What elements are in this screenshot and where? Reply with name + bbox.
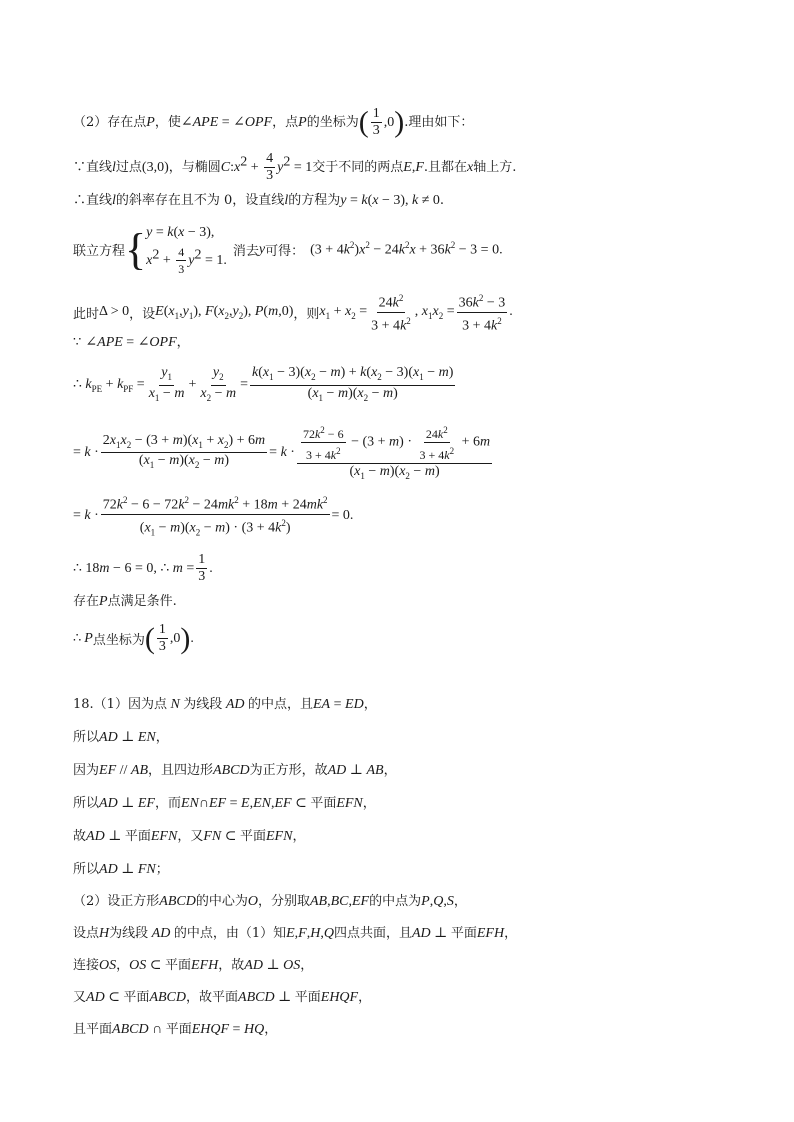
line-q18-4: 所以AD ⊥ EF，而EN∩EF = E,EN,EF ⊂ 平面EFN，	[73, 796, 376, 811]
line-part2-slope-sum: ∴ $k_{PE} + k_{PF}$ = $\frac{y_1}{x_1 - m}$ + $\frac{y_2}{x_2 - m}$ = $\frac{k(x_1 - 3)(x_2 - m) + k(x_2 - 3)(x_1 - m)}{(x_1 - m)(x_2 - m)}$	[73, 365, 454, 403]
line-q18-9: 连接OS，OS ⊂ 平面EFH，故AD ⊥ OS，	[73, 958, 314, 973]
line-q18-2: 所以AD ⊥ EN，	[73, 730, 169, 745]
line-q18-8: 设点H为线段 AD 的中点，由（1）知E,F,H,Q四点共面，且AD ⊥ 平面EFH，	[73, 926, 518, 941]
line-q18-5: 故AD ⊥ 平面EFN，又FN ⊂ 平面EFN，	[73, 829, 306, 844]
line-q18-1: 18.（1）因为点 N 为线段 AD 的中点，且EA = ED，	[73, 697, 377, 712]
line-part2-line-through: ∵直线l过点(3,0)，与椭圆$C:x^2$ + $\frac{4}{3}$ $y^2 = 1$交于不同的两点E,F.且都在x轴上方.	[73, 151, 517, 183]
line-part2-angles: ∵ ∠APE = ∠OPF，	[73, 335, 190, 350]
line-q18-7: （2）设正方形ABCD的中心为O，分别取AB,BC,EF的中点为P,Q,S，	[73, 894, 467, 909]
line-part2-claim: （2）存在点P，使∠APE = ∠OPF，点P的坐标为( $\frac{1}{3}$ ,0).理由如下：	[73, 105, 474, 139]
line-q18-3: 因为EF // AB，且四边形ABCD为正方形，故AD ⊥ AB，	[73, 763, 397, 778]
line-part2-expand: = k · $\frac{2x_1x_2 - (3 + m)(x_1 + x_2) + 6m}{(x_1 - m)(x_2 - m)}$ = k · $\frac{72k^2 - 6}{3 + 4k^2}$ − (3 + m) · $\frac{24k^2}{3 + 4k^2}$ + 6m $(x_1 - m)(x_2 - m)$	[73, 422, 494, 484]
line-q18-6: 所以AD ⊥ FN；	[73, 862, 169, 877]
line-part2-simplify: = k · $\frac{72k^2 - 6 - 72k^2 - 24mk^2 + 18m + 24mk^2}{(x_1 - m)(x_2 - m) \cdot (3 + 4k^2)}$ = 0.	[73, 492, 353, 540]
line-part2-conclusion: ∴ P 点坐标为 ( $\frac{1}{3}$ ,0 ) .	[73, 621, 194, 655]
line-q18-10: 又AD ⊂ 平面ABCD，故平面ABCD ⊥ 平面EHQF，	[73, 990, 372, 1005]
line-q18-11: 且平面ABCD ∩ 平面EHQF = HQ，	[73, 1022, 278, 1037]
line-part2-solve-m: ∴ 18m − 6 = 0, ∴ m = $\frac{1}{3}$ .	[73, 552, 213, 584]
line-part2-exists: 存在P点满足条件.	[73, 594, 177, 609]
line-part2-slope: ∴直线l的斜率存在且不为 0，设直线l的方程为y = k(x − 3), k ≠ 0.	[73, 193, 445, 208]
line-part2-system: 联立方程 { y = k(x − 3), $x^2$ + $\frac{4}{3}$ $y^2 = 1$. 消去 y 可得： $(3 + 4k^2)x^2 - 24k^2x + 36k^2 - 3 = 0$.	[73, 224, 503, 276]
line-part2-vieta: 此时 Δ > 0 ，设 $E(x_1,y_1)$, $F(x_2,y_2)$, P(m,0) ，则 $x_1 + x_2$ = $\frac{24k^2}{3 + 4k^2}$ , $x_1x_2$ = $\frac{36k^2 - 3}{3 + 4k^2}$ .	[73, 290, 513, 334]
